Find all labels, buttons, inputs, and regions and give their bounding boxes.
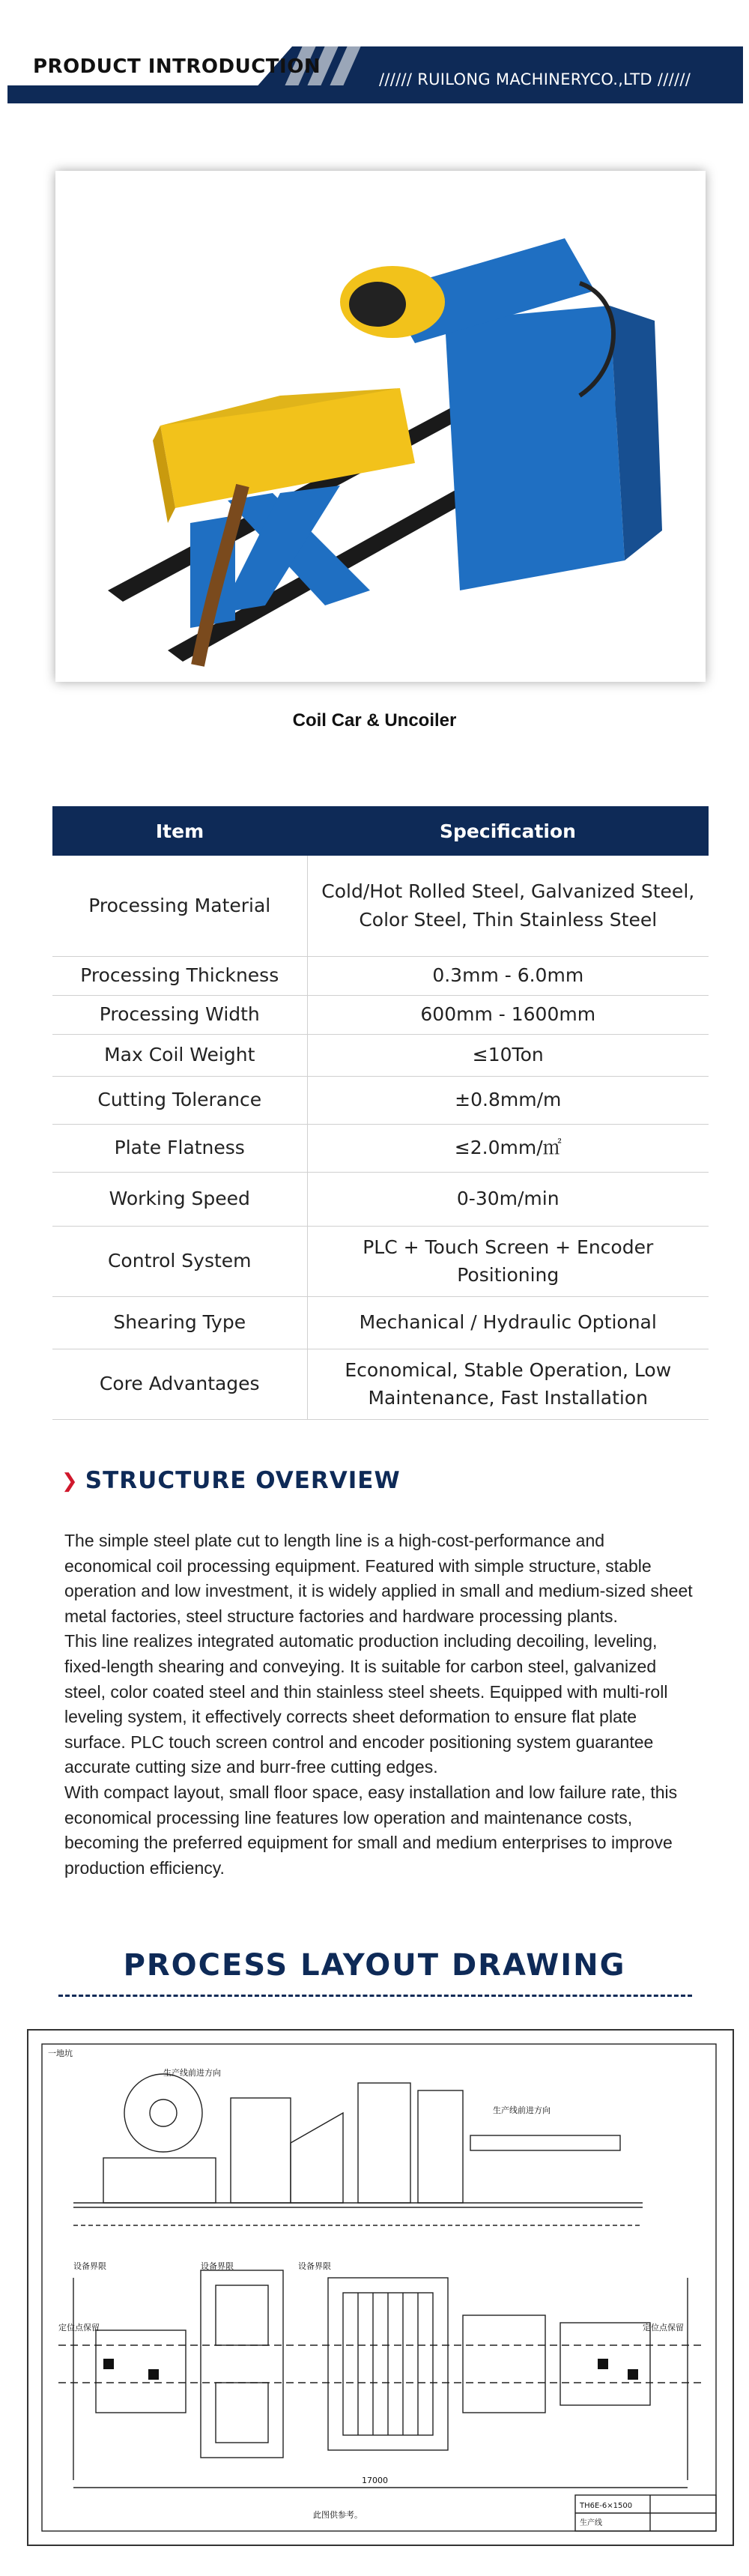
table-row (52, 1076, 709, 1124)
row-spec: 600mm - 1600mm (307, 995, 709, 1034)
spec-table (52, 806, 709, 1420)
drawing-footer-note: 此图供参考。 (313, 2510, 363, 2520)
row-spec: 0.3mm - 6.0mm (307, 956, 709, 995)
structure-paragraph: This line realizes integrated automatic production including decoiling, leveling, fixed-length shearing and conveying. It is suitable for carbon steel, galvanized steel, color coated steel and thin stainless steel sheets. Equipped with multi-roll leveling system, it effectively corrects sheet deformation to ensure flat plate surface. PLC touch screen control and encoder positioning system guarantee accurate cutting size and burr-free cutting edges. (64, 1631, 668, 1777)
drawing-flow-direction: 生产线前进方向 (163, 2068, 221, 2078)
structure-paragraph: With compact layout, small floor space, easy installation and low failure rate, this economical processing line features low operation and maintenance costs, becoming the preferred equipment for small and medium enterprises to improve production efficiency. (64, 1782, 678, 1878)
row-spec: PLC + Touch Screen + Encoder Positioning (307, 1226, 709, 1296)
drawing-boundary-label: 设备界限 (201, 2261, 234, 2271)
table-row (52, 1124, 709, 1172)
drawing-anchor-label: 定位点保留 (58, 2323, 100, 2332)
row-spec: ±0.8mm/m (307, 1076, 709, 1124)
row-item: Working Speed (52, 1172, 307, 1226)
product-caption: Coil Car & Uncoiler (292, 710, 457, 731)
row-item: Processing Thickness (52, 956, 307, 995)
drawing-dimension: 17000 (362, 2476, 388, 2485)
cad-drawing (28, 2031, 733, 2545)
row-item: Control System (52, 1226, 307, 1296)
row-item: Plate Flatness (52, 1124, 307, 1172)
table-row (52, 1172, 709, 1226)
drawing-flow-direction: 生产线前进方向 (493, 2105, 551, 2115)
table-row (52, 1296, 709, 1349)
title-block-model: TH6E-6×1500 (580, 2502, 633, 2510)
row-item: Shearing Type (52, 1296, 307, 1349)
structure-text (64, 1529, 695, 1881)
drawing-boundary-label: 设备界限 (73, 2261, 106, 2271)
title-underline (58, 1995, 692, 1997)
row-spec: Economical, Stable Operation, Low Maintenance, Fast Installation (307, 1349, 709, 1419)
table-row (52, 956, 709, 995)
table-row (52, 1349, 709, 1419)
row-spec: 0-30m/min (307, 1172, 709, 1226)
row-item: Core Advantages (52, 1349, 307, 1419)
layout-title: PROCESS LAYOUT DRAWING (123, 1948, 626, 1983)
table-row (52, 1226, 709, 1296)
row-spec: ≤10Ton (307, 1034, 709, 1076)
row-item: Processing Width (52, 995, 307, 1034)
process-layout-drawing (27, 2029, 734, 2546)
table-row (52, 995, 709, 1034)
row-item: Cutting Tolerance (52, 1076, 307, 1124)
structure-paragraph: The simple steel plate cut to length line is a high-cost-performance and economical coil processing equipment. Featured with simple structure, stable operation and low investment, it is widely applied in small and medium-sized sheet metal factories, steel structure factories and hardware processing plants. (64, 1531, 693, 1626)
drawing-anchor-label: 定位点保留 (643, 2323, 684, 2332)
company-name: ////// RUILONG MACHINERYCO.,LTD ////// (379, 70, 691, 88)
table-header-row (52, 806, 709, 856)
page-title: PRODUCT INTRODUCTION (33, 55, 321, 78)
row-item: Max Coil Weight (52, 1034, 307, 1076)
row-spec: Mechanical / Hydraulic Optional (307, 1296, 709, 1349)
table-row (52, 856, 709, 956)
table-row (52, 1034, 709, 1076)
drawing-view-label: 一地坑 (48, 2049, 73, 2058)
title-block-name: 生产线 (580, 2519, 602, 2527)
row-spec: ≤2.0mm/㎡ (307, 1124, 709, 1172)
product-photo (55, 171, 706, 682)
drawing-boundary-label: 设备界限 (298, 2261, 331, 2271)
chevron-right-icon: ❯ (61, 1469, 78, 1492)
row-item: Processing Material (52, 856, 307, 956)
column-header-specification: Specification (307, 806, 709, 856)
structure-heading (61, 1467, 401, 1494)
row-spec: Cold/Hot Rolled Steel, Galvanized Steel, Color Steel, Thin Stainless Steel (307, 856, 709, 956)
structure-title: STRUCTURE OVERVIEW (85, 1467, 401, 1494)
coil-car-uncoiler-illustration (55, 171, 706, 682)
column-header-item: Item (52, 806, 307, 856)
